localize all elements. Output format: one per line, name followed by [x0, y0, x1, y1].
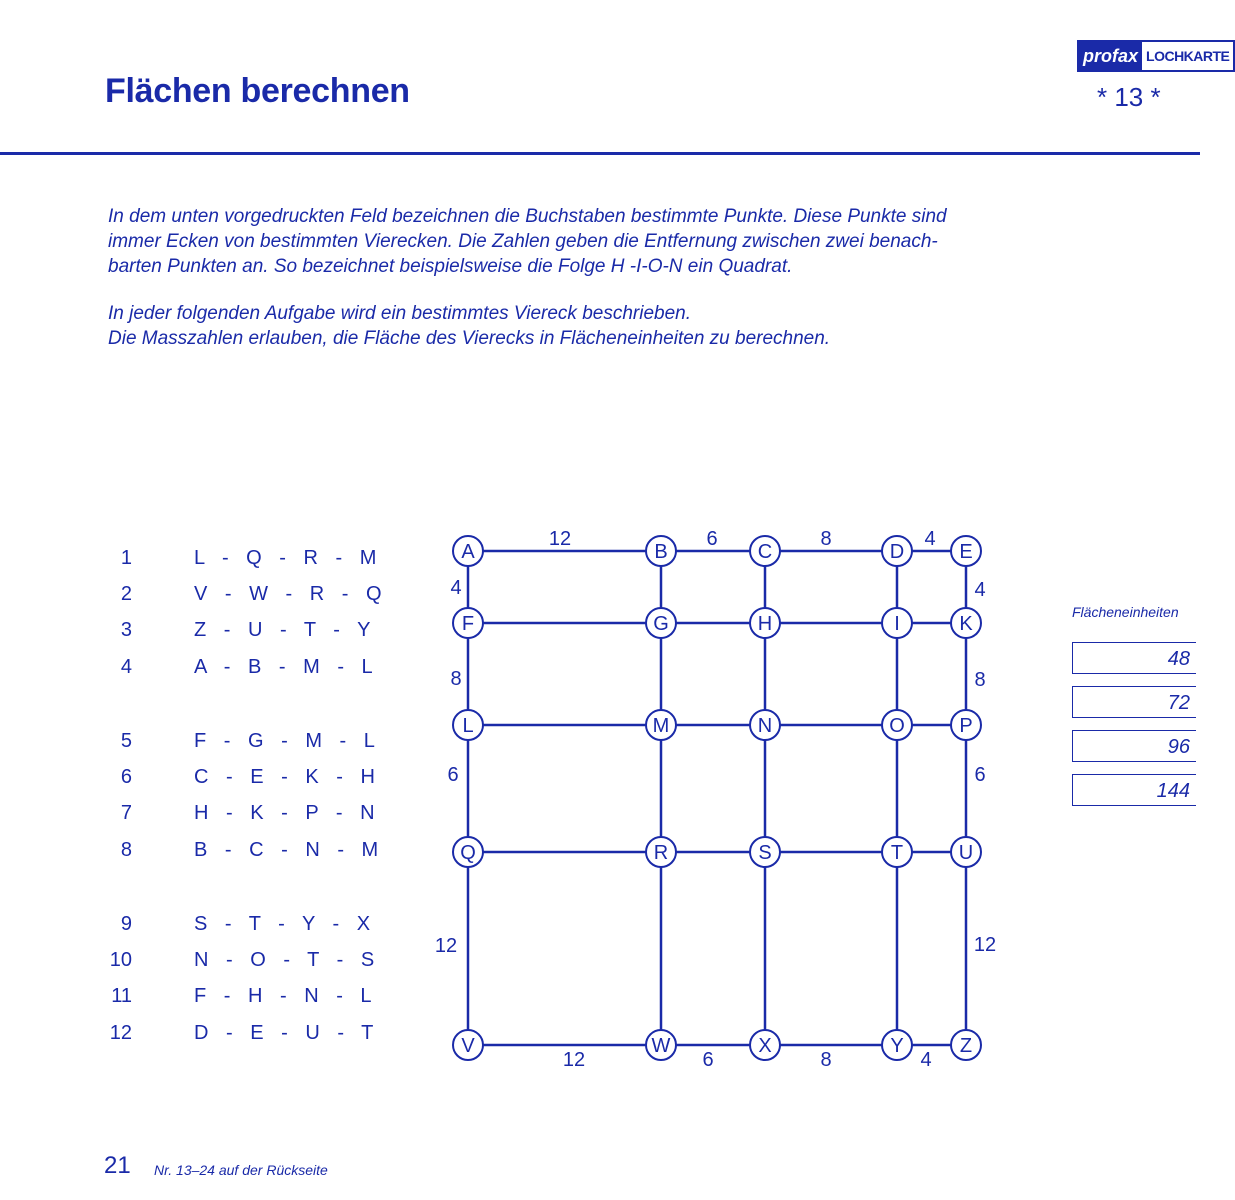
grid-point-label: Z	[959, 1035, 973, 1057]
bottom-distance-label: 12	[562, 1049, 586, 1071]
bottom-distance-label: 6	[702, 1049, 714, 1071]
page-title: Flächen berechnen	[105, 72, 410, 110]
grid-point-label: T	[890, 842, 904, 864]
top-distance-label: 6	[706, 528, 718, 550]
brand-lochkarte: LOCHKARTE	[1146, 48, 1230, 64]
task-number: 5	[120, 730, 132, 752]
task-sequence: Z - U - T - Y	[194, 619, 372, 641]
grid-point-label: D	[889, 541, 905, 563]
bottom-distance-label: 8	[820, 1049, 832, 1071]
top-distance-label: 12	[548, 528, 572, 550]
task-number: 9	[120, 913, 132, 935]
task-number: 11	[111, 985, 132, 1007]
grid-point-label: W	[651, 1035, 671, 1057]
task-number: 10	[109, 949, 132, 971]
task-number: 6	[120, 766, 132, 788]
task-number: 1	[120, 547, 132, 569]
grid-point-label: F	[461, 613, 475, 635]
left-distance-label: 4	[450, 577, 462, 599]
right-distance-label: 12	[973, 934, 997, 956]
task-sequence: N - O - T - S	[194, 949, 376, 971]
instructions-paragraph-1: In dem unten vorgedruckten Feld bezeichnen die Buchstaben bestimmte Punkte. Diese Punkte sind immer Ecken von bestimmten Vierecken. Die Zahlen geben die Entfernung zwischen zwei benach- barten Punkten an. So bezeichnet beispielsweise die Folge H -I-O-N ein Quadrat.	[108, 206, 947, 277]
grid-point-label: I	[894, 613, 900, 635]
grid-point-label: Q	[460, 842, 476, 864]
task-sequence: L - Q - R - M	[194, 547, 378, 569]
task-sequence: A - B - M - L	[194, 656, 374, 678]
page-number: 21	[104, 1152, 131, 1179]
grid-point-label: S	[758, 842, 772, 864]
brand-profax: profax	[1079, 42, 1142, 70]
grid-point-label: E	[959, 541, 973, 563]
grid-point-label: U	[958, 842, 974, 864]
left-distance-label: 8	[450, 668, 462, 690]
grid-point-label: K	[959, 613, 973, 635]
task-sequence: H - K - P - N	[194, 802, 376, 824]
task-number: 8	[120, 839, 132, 861]
left-distance-label: 12	[434, 935, 458, 957]
grid-point-label: Y	[890, 1035, 904, 1057]
grid-point-label: X	[758, 1035, 772, 1057]
bottom-distance-label: 4	[920, 1049, 932, 1071]
answer-box[interactable]: 48	[1072, 642, 1196, 674]
grid-point-label: V	[461, 1035, 475, 1057]
task-number: 2	[120, 583, 132, 605]
grid-point-label: G	[653, 613, 669, 635]
task-sequence: B - C - N - M	[194, 839, 380, 861]
top-distance-label: 8	[820, 528, 832, 550]
grid-point-label: N	[757, 715, 773, 737]
task-number: 4	[120, 656, 132, 678]
right-distance-label: 6	[974, 764, 986, 786]
answer-box[interactable]: 96	[1072, 730, 1196, 762]
task-sequence: V - W - R - Q	[194, 583, 383, 605]
grid-point-label: O	[889, 715, 905, 737]
answer-box[interactable]: 72	[1072, 686, 1196, 718]
top-distance-label: 4	[924, 528, 936, 550]
task-sequence: F - G - M - L	[194, 730, 376, 752]
task-number: 7	[120, 802, 132, 824]
task-sequence: C - E - K - H	[194, 766, 376, 788]
instructions-paragraph-2: In jeder folgenden Aufgabe wird ein bestimmtes Viereck beschrieben. Die Masszahlen erlauben, die Fläche des Vierecks in Flächeneinheiten zu berechnen.	[108, 303, 831, 349]
answers-label: Flächeneinheiten	[1072, 604, 1179, 620]
grid-point-label: C	[757, 541, 773, 563]
task-sequence: F - H - N - L	[194, 985, 373, 1007]
footer-note: Nr. 13–24 auf der Rückseite	[154, 1162, 328, 1178]
task-sequence: D - E - U - T	[194, 1022, 375, 1044]
task-number: 12	[109, 1022, 132, 1044]
grid-point-label: M	[652, 715, 670, 737]
right-distance-label: 8	[974, 669, 986, 691]
grid-point-label: A	[461, 541, 475, 563]
task-number: 3	[120, 619, 132, 641]
grid-point-label: H	[757, 613, 773, 635]
grid-point-label: R	[653, 842, 669, 864]
grid-point-label: L	[462, 715, 474, 737]
grid-point-label: P	[959, 715, 973, 737]
grid-point-label: B	[654, 541, 668, 563]
answer-box[interactable]: 144	[1072, 774, 1196, 806]
right-distance-label: 4	[974, 579, 986, 601]
card-number: * 13 *	[1097, 82, 1161, 112]
left-distance-label: 6	[447, 764, 459, 786]
task-sequence: S - T - Y - X	[194, 913, 372, 935]
